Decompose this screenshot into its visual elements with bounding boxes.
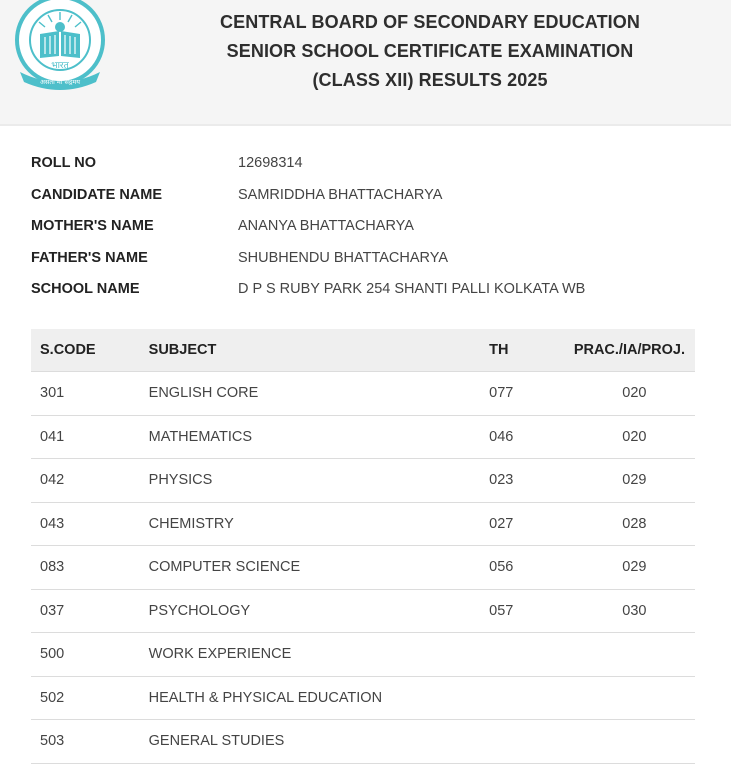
cell-prac: 029 [574, 546, 695, 590]
table-row [31, 459, 695, 503]
cell-subject: COMPUTER SCIENCE [149, 546, 490, 590]
info-label: FATHER'S NAME [31, 249, 148, 266]
page-title [160, 8, 700, 95]
cell-code: 042 [31, 459, 149, 503]
table-row [31, 633, 695, 677]
table-row [31, 502, 695, 546]
cell-th: 046 [489, 415, 574, 459]
cell-subject: MATHEMATICS [149, 415, 490, 459]
cell-prac [574, 633, 695, 677]
cell-code: 037 [31, 589, 149, 633]
cell-prac [574, 720, 695, 764]
header-prac: PRAC./IA/PROJ. [574, 329, 695, 372]
cell-th: 057 [489, 589, 574, 633]
info-label: SCHOOL NAME [31, 281, 140, 297]
cell-th: 077 [489, 372, 574, 416]
cell-code: 043 [31, 502, 149, 546]
cell-prac: 029 [574, 459, 695, 503]
logo-text-bharat: भारत [51, 61, 69, 71]
info-value: SHUBHENDU BHATTACHARYA [238, 249, 449, 266]
info-value: SAMRIDDHA BHATTACHARYA [238, 186, 443, 203]
result-header [0, 0, 731, 126]
cell-subject: CHEMISTRY [149, 502, 490, 546]
table-row [31, 546, 695, 590]
cell-code: 301 [31, 372, 149, 416]
table-header-row [31, 329, 695, 372]
cell-prac: 020 [574, 372, 695, 416]
info-label: CANDIDATE NAME [31, 186, 163, 203]
cell-code: 500 [31, 633, 149, 677]
table-row [31, 372, 695, 416]
header-subject: SUBJECT [149, 329, 490, 372]
title-line-2: SENIOR SCHOOL CERTIFICATE EXAMINATION [226, 41, 634, 61]
cell-subject: PSYCHOLOGY [149, 589, 490, 633]
title-line-3: (CLASS XII) RESULTS 2025 [312, 70, 548, 90]
cell-th: 023 [489, 459, 574, 503]
header-th: TH [489, 329, 574, 372]
marks-table [31, 329, 695, 764]
cell-subject: PHYSICS [149, 459, 490, 503]
table-row [31, 720, 695, 764]
table-row [31, 589, 695, 633]
header-code: S.CODE [31, 329, 149, 372]
cell-th [489, 720, 574, 764]
cell-prac: 030 [574, 589, 695, 633]
cell-subject: ENGLISH CORE [149, 372, 490, 416]
cbse-logo [12, 0, 108, 92]
cell-prac: 020 [574, 415, 695, 459]
cell-code: 503 [31, 720, 149, 764]
cell-code: 502 [31, 676, 149, 720]
cell-code: 041 [31, 415, 149, 459]
cell-th: 056 [489, 546, 574, 590]
info-value: ANANYA BHATTACHARYA [238, 218, 414, 234]
info-label: ROLL NO [31, 155, 96, 171]
info-value: 12698314 [238, 155, 303, 171]
table-row [31, 676, 695, 720]
info-value: D P S RUBY PARK 254 SHANTI PALLI KOLKATA WB [238, 281, 586, 297]
cell-code: 083 [31, 546, 149, 590]
cell-th: 027 [489, 502, 574, 546]
title-line-1: CENTRAL BOARD OF SECONDARY EDUCATION [220, 12, 640, 32]
cell-th [489, 633, 574, 677]
cell-prac: 028 [574, 502, 695, 546]
cell-subject: HEALTH & PHYSICAL EDUCATION [149, 676, 490, 720]
cell-prac [574, 676, 695, 720]
info-label: MOTHER'S NAME [31, 218, 154, 234]
table-row [31, 415, 695, 459]
cell-subject: WORK EXPERIENCE [149, 633, 490, 677]
cell-subject: GENERAL STUDIES [149, 720, 490, 764]
logo-ribbon-text: असतो मा सद्गमय [40, 78, 80, 86]
cell-th [489, 676, 574, 720]
